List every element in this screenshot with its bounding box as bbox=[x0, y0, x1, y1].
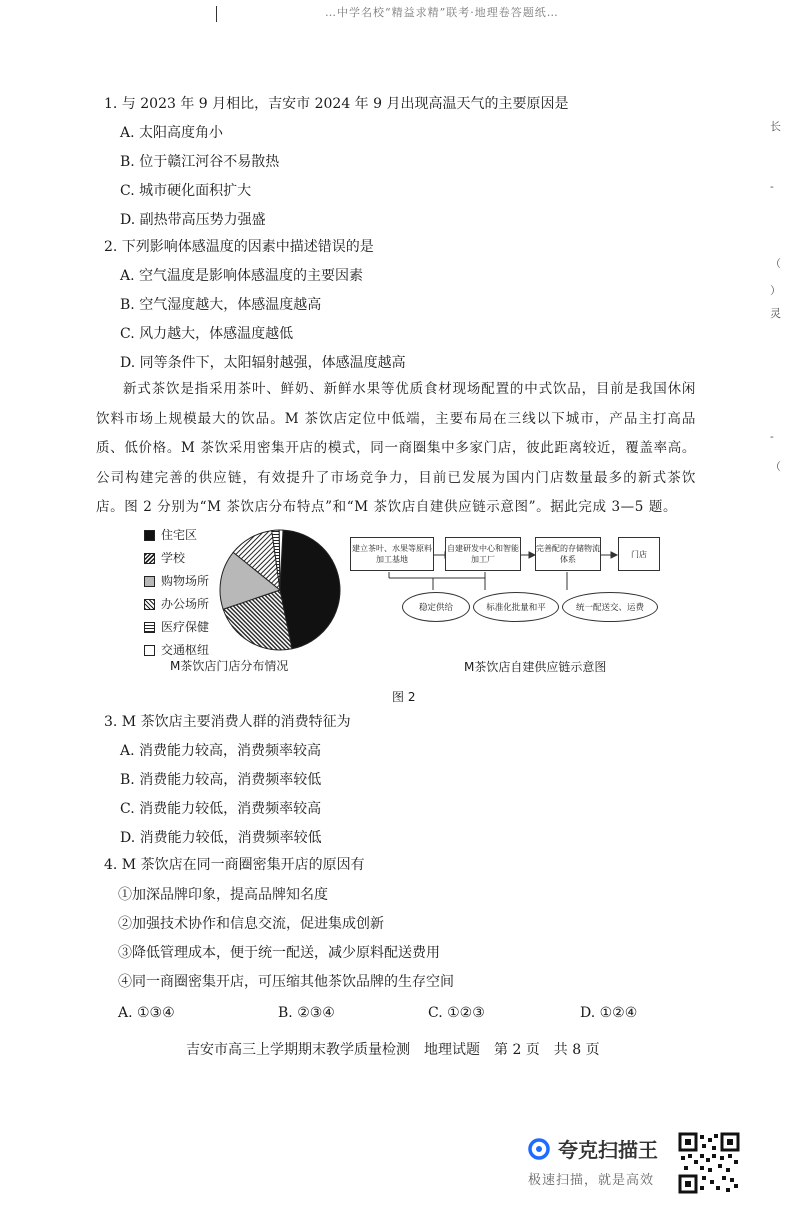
edge-mark: - bbox=[770, 430, 774, 443]
q1-option-c: C. 城市硬化面积扩大 bbox=[120, 183, 252, 199]
legend-label: 交通枢纽 bbox=[161, 643, 210, 657]
flow-oval-unified-delivery: 统一配送交、运费 bbox=[562, 592, 658, 622]
q3-option-d: D. 消费能力较低，消费频率较低 bbox=[120, 830, 322, 846]
legend-swatch bbox=[144, 553, 155, 564]
flow-box-store: 门店 bbox=[618, 537, 660, 571]
legend-swatch bbox=[144, 622, 155, 633]
qr-code-icon bbox=[678, 1132, 740, 1194]
figure-label: 图 2 bbox=[392, 690, 416, 704]
q4-choice-b: B. ②③④ bbox=[278, 1005, 335, 1021]
edge-mark: 灵 bbox=[770, 307, 781, 320]
pie-slice-1 bbox=[280, 530, 340, 649]
legend-swatch bbox=[144, 576, 155, 587]
scanner-brand: 夸克扫描王 bbox=[558, 1138, 658, 1162]
q3-option-a: A. 消费能力较高，消费频率较高 bbox=[120, 743, 322, 759]
legend-swatch bbox=[144, 645, 155, 656]
flow-oval-stable-supply: 稳定供给 bbox=[402, 592, 470, 622]
legend-item bbox=[144, 528, 197, 542]
edge-mark: - bbox=[770, 180, 774, 193]
legend-label: 住宅区 bbox=[161, 528, 198, 542]
edge-mark: 长 bbox=[770, 120, 781, 133]
pie-caption: M茶饮店门店分布情况 bbox=[170, 659, 289, 673]
legend-item bbox=[144, 574, 209, 588]
flow-box-logistics: 完善配的存储物流体系 bbox=[535, 537, 601, 571]
flow-box-rd-center: 自建研发中心和智能加工厂 bbox=[445, 537, 521, 571]
store-distribution-pie bbox=[215, 525, 345, 655]
q2-option-c: C. 风力越大，体感温度越低 bbox=[120, 326, 294, 342]
q4-choice-c: C. ①②③ bbox=[428, 1005, 485, 1021]
legend-label: 办公场所 bbox=[161, 597, 210, 611]
page-header: …中学名校“精益求精”联考·地理卷答题纸… bbox=[325, 6, 559, 19]
legend-item bbox=[144, 620, 209, 634]
q1-option-d: D. 副热带高压势力强盛 bbox=[120, 212, 266, 228]
flow-box-raw-materials: 建立茶叶、水果等原料加工基地 bbox=[350, 537, 434, 571]
legend-item bbox=[144, 551, 185, 565]
legend-swatch bbox=[144, 530, 155, 541]
q4-choice-a: A. ①③④ bbox=[118, 1005, 175, 1021]
q1-option-a: A. 太阳高度角小 bbox=[120, 125, 224, 141]
q3-option-c: C. 消费能力较低，消费频率较高 bbox=[120, 801, 322, 817]
passage: 新式茶饮是指采用茶叶、鲜奶、新鲜水果等优质食材现场配置的中式饮品，目前是我国休闲饮料市场上规模最大的饮品。M 茶饮店定位中低端，主要布局在三线以下城市，产品主打高品质、低价格。M 茶饮采用密集开店的模式，同一商圈集中多家门店，彼此距离较近，覆盖率高。公司构建完善的供应链，有效提升了市场竞争力，目前已发展为国内门店数量最多的新式茶饮店。图 2 分别为“M 茶饮店分布特点”和“M 茶饮店自建供应链示意图”。据此完成 3—5 题。 bbox=[96, 381, 696, 515]
edge-mark: ） bbox=[770, 284, 781, 297]
q2-option-b: B. 空气湿度越大，体感温度越高 bbox=[120, 297, 322, 313]
legend-swatch bbox=[144, 599, 155, 610]
flow-oval-standardization: 标准化批量和平 bbox=[473, 592, 559, 622]
q4-item: ③降低管理成本，便于统一配送，减少原料配送费用 bbox=[118, 945, 440, 961]
legend-item bbox=[144, 643, 209, 657]
edge-mark: （ bbox=[770, 460, 781, 473]
q2-option-d: D. 同等条件下，太阳辐射越强，体感温度越高 bbox=[120, 355, 406, 371]
page-footer: 吉安市高三上学期期末教学质量检测 地理试题 第 2 页 共 8 页 bbox=[186, 1042, 600, 1058]
scan-mark bbox=[216, 6, 217, 22]
q4-choice-d: D. ①②④ bbox=[580, 1005, 638, 1021]
q4-item: ①加深品牌印象，提高品牌知名度 bbox=[118, 887, 328, 903]
edge-mark: （ bbox=[770, 257, 781, 270]
q2-option-a: A. 空气温度是影响体感温度的主要因素 bbox=[120, 268, 364, 284]
legend-label: 购物场所 bbox=[161, 574, 210, 588]
q3-option-b: B. 消费能力较高，消费频率较低 bbox=[120, 772, 322, 788]
q4-item: ④同一商圈密集开店，可压缩其他茶饮品牌的生存空间 bbox=[118, 974, 454, 990]
scanner-watermark bbox=[528, 1134, 658, 1188]
scanner-logo-icon bbox=[528, 1138, 550, 1160]
flow-caption: M茶饮店自建供应链示意图 bbox=[464, 660, 607, 674]
q4-item: ②加强技术协作和信息交流，促进集成创新 bbox=[118, 916, 384, 932]
q1-option-b: B. 位于赣江河谷不易散热 bbox=[120, 154, 280, 170]
scanner-slogan: 极速扫描，就是高效 bbox=[528, 1173, 655, 1188]
legend-label: 学校 bbox=[161, 551, 186, 565]
legend-label: 医疗保健 bbox=[161, 620, 210, 634]
q3-stem: 3. M 茶饮店主要消费人群的消费特征为 bbox=[104, 714, 351, 730]
q1-stem: 1. 与 2023 年 9 月相比，吉安市 2024 年 9 月出现高温天气的主要原因是 bbox=[104, 96, 569, 112]
q2-stem: 2. 下列影响体感温度的因素中描述错误的是 bbox=[104, 239, 374, 255]
q4-stem: 4. M 茶饮店在同一商圈密集开店的原因有 bbox=[104, 857, 365, 873]
legend-item bbox=[144, 597, 209, 611]
